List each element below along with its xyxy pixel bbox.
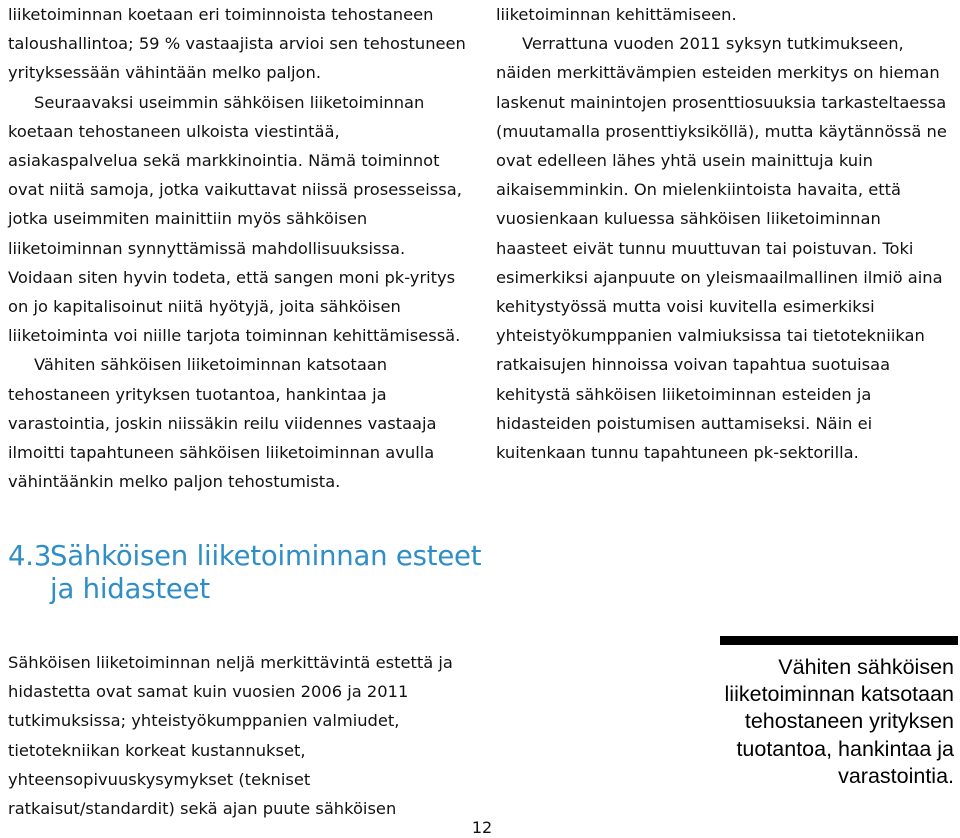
section-heading <box>8 540 488 606</box>
right-paragraph-2: Verrattuna vuoden 2011 syksyn tutkimukseen, näiden merkittävämpien esteiden merkitys on hieman laskenut mainintojen prosenttiosuuksia tarkasteltaessa (muutamalla prosenttiyksiköllä), mutta käytännössä ne ovat edelleen lähes yhtä usein mainittuja kuin aikaisemminkin. On mielenkiintoista havaita, että vuosienkaan kuluessa sähköisen liiketoiminnan haasteet eivät tunnu muuttuvan tai poistuvan. Toki esimerkiksi ajanpuute on yleismaailmallinen ilmiö aina kehitystyössä mutta voisi kuvitella esimerkiksi yhteistyökumppanien valmiuksissa tai tietotekniikan ratkaisujen hinnoissa voivan tapahtua suotuisaa kehitystä sähköisen liiketoiminnan esteiden ja hidasteiden poistumisen auttamiseksi. Näin ei kuitenkaan tunnu tapahtuneen pk-sektorilla. <box>496 34 947 463</box>
left-paragraph-3: Vähiten sähköisen liiketoiminnan katsotaan tehostaneen yrityksen tuotantoa, hankintaa ja varastointia, joskin niissäkin reilu viidennes vastaaja ilmoitti tapahtuneen sähköisen liiketoiminnan avulla vähintäänkin melko paljon tehostumista. <box>8 355 437 492</box>
left-paragraph-2: Seuraavaksi useimmin sähköisen liiketoiminnan koetaan tehostaneen ulkoista viestintää, asiakaspalvelua sekä markkinointia. Nämä toiminnot ovat niitä samoja, jotka vaikuttavat niissä prosesseissa, jotka useimmiten mainittiin myös sähköisen liiketoiminnan synnyttämissä mahdollisuuksissa. Voidaan siten hyvin todeta, että sangen moni pk-yritys on jo kapitalisoinut niitä hyötyjä, joita sähköisen liiketoiminta voi niille tarjota toiminnan kehittämisessä. <box>8 92 462 346</box>
section-body-paragraph: Sähköisen liiketoiminnan neljä merkittävintä estettä ja hidastetta ovat samat kuin vuosien 2006 ja 2011 tutkimuksissa; yhteistyökumppanien valmiudet, tietotekniikan korkeat kustannukset, yhteensopivuuskysymykset (tekniset ratkaisut/standardit) sekä ajan puute sähköisen <box>8 653 453 819</box>
left-text-column <box>8 0 468 496</box>
right-text-column <box>496 0 956 467</box>
left-paragraph-1: liiketoiminnan koetaan eri toiminnoista tehostaneen taloushallintoa; 59 % vastaajista arvioi sen tehostuneen yrityksessään vähintään melko paljon. <box>8 5 466 83</box>
section-title-line-1: Sähköisen liiketoiminnan esteet <box>50 540 482 572</box>
section-title-line-2: ja hidasteet <box>50 573 210 605</box>
pull-quote: Vähiten sähköisen liiketoiminnan katsotaan tehostaneen yrityksen tuotantoa, hankintaa ja varastointia. <box>724 655 954 788</box>
right-paragraph-1: liiketoiminnan kehittämiseen. <box>496 5 737 24</box>
section-number: 4.3 <box>8 540 52 572</box>
pull-quote-rule <box>720 636 958 645</box>
page-number: 12 <box>471 818 493 837</box>
